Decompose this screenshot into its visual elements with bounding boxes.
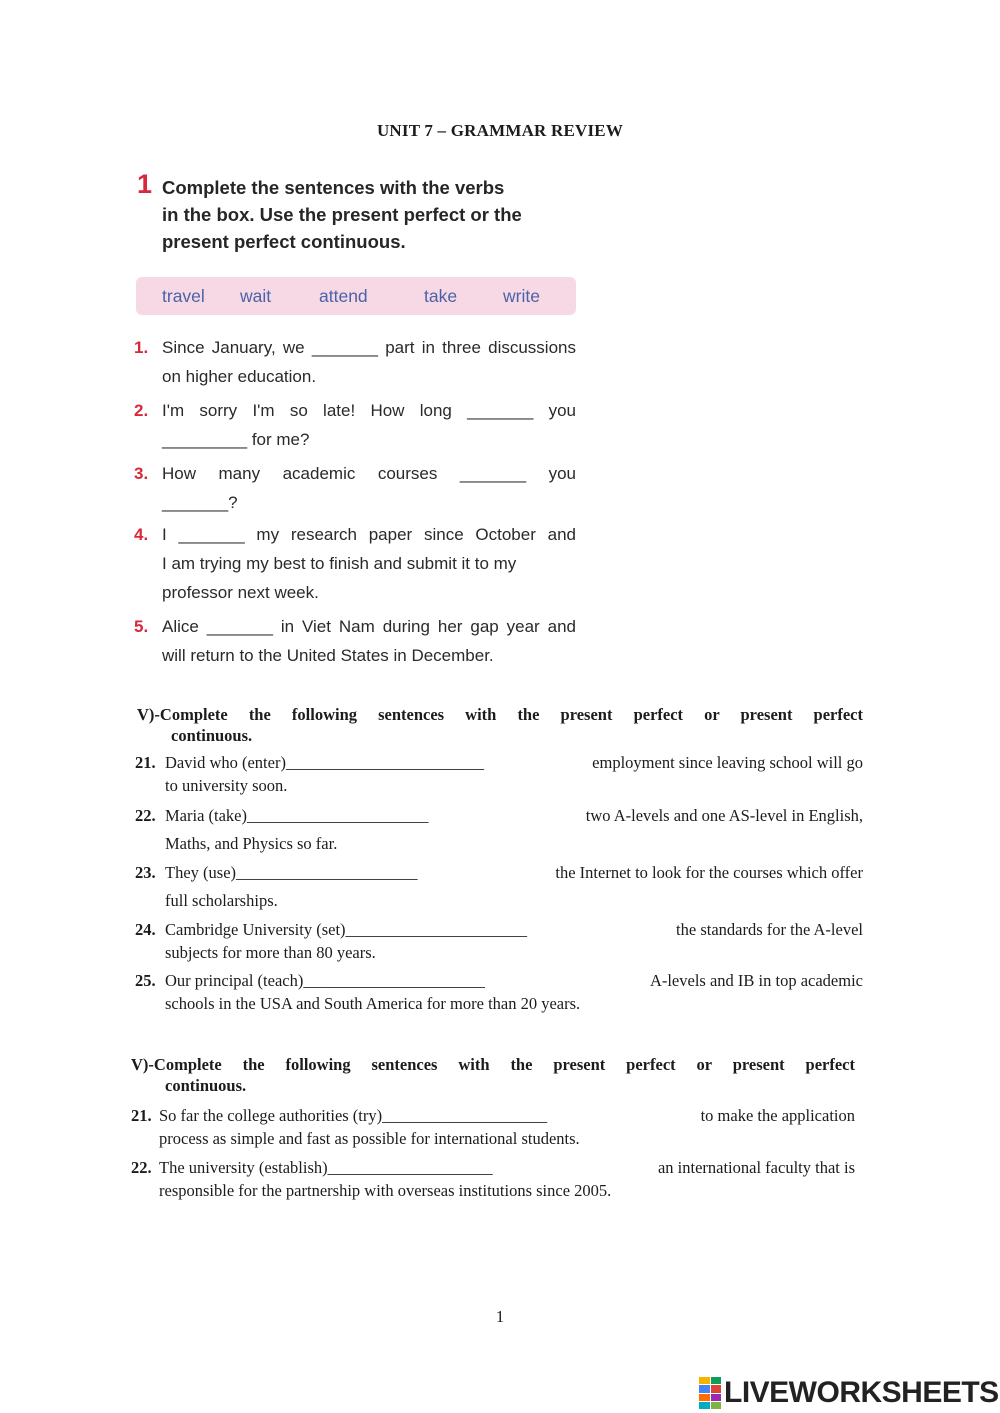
item-line: responsible for the partnership with overseas institutions since 2005. [159,1181,612,1200]
logo-square [699,1377,710,1384]
section-a-item [135,861,863,912]
section-b-item [131,1156,855,1202]
heading-line: continuous. [165,1076,247,1095]
item-text: Maria (take)______________________ [165,806,429,825]
item-line: Maths, and Physics so far. [165,834,338,853]
item-number: 4. [134,525,149,544]
exercise-1-item [134,612,576,670]
page-number: 1 [495,1307,505,1326]
item-text: The university (establish)____________________ [159,1158,493,1177]
section-b-heading [131,1054,855,1096]
verb-option: travel [162,286,205,306]
logo-square [711,1377,722,1384]
instruction-line: in the box. Use the present perfect or the [162,204,522,225]
section-a-item [135,804,863,855]
item-line: full scholarships. [165,891,278,910]
section-a-heading [137,704,863,746]
instruction-line: Complete the sentences with the verbs [162,177,505,198]
item-text: an international faculty that is [657,1158,855,1177]
item-number: 22. [135,806,156,825]
item-number: 3. [134,464,149,483]
verb-option: write [503,286,540,306]
logo-text: LIVEWORKSHEETS [724,1376,999,1409]
item-text: So far the college authorities (try)____________________ [159,1106,548,1125]
logo-mark-icon [699,1377,721,1409]
item-number: 21. [131,1106,152,1125]
logo-square [699,1402,710,1409]
logo-square [711,1394,722,1401]
item-number: 23. [135,863,156,882]
item-text: They (use)______________________ [165,863,418,882]
item-text: the standards for the A-level [676,920,863,939]
item-number: 1. [134,338,149,357]
item-number: 2. [134,401,149,420]
verb-option: take [424,286,458,306]
item-text: the Internet to look for the courses which offer [555,863,863,882]
verb-option: attend [319,286,368,306]
item-line: to university soon. [165,776,288,795]
item-line: will return to the United States in December. [162,646,494,665]
item-number: 22. [131,1158,152,1177]
logo-square [699,1385,710,1392]
item-number: 5. [134,617,149,636]
item-text: to make the application [700,1106,855,1125]
item-number: 25. [135,971,156,990]
item-line: schools in the USA and South America for more than 20 years. [165,994,581,1013]
item-text: A-levels and IB in top academic [649,971,863,990]
section-a-item [135,751,863,797]
verb-option: wait [240,286,272,306]
verb-box [136,277,576,315]
item-number: 21. [135,753,156,772]
item-line: I am trying my best to finish and submit it to my [162,554,517,573]
section-b-item [131,1104,855,1150]
logo-square [711,1402,722,1409]
item-line: professor next week. [162,583,319,602]
item-line: I'm sorry I'm so late! How long _______ you [162,401,576,420]
logo-square [711,1385,722,1392]
exercise-1-item [134,459,576,517]
item-text: Our principal (teach)______________________ [165,971,485,990]
section-a-item [135,918,863,964]
logo-square [699,1394,710,1401]
item-text: David who (enter)________________________ [165,753,484,772]
instruction-line: present perfect continuous. [162,231,406,252]
section-a-item [135,969,863,1015]
item-text: two A-levels and one AS-level in English, [585,806,863,825]
item-line: I _______ my research paper since October and [162,525,576,544]
item-line: _________ for me? [162,430,310,449]
exercise-1-item [134,333,576,391]
exercise-1-number: 1 [137,169,153,199]
item-line: How many academic courses _______ you [162,464,576,483]
item-text: Cambridge University (set)______________________ [165,920,528,939]
heading-line: V)-Complete the following sentences with the present perfect or present perfect [131,1055,855,1074]
liveworksheets-logo[interactable] [699,1376,999,1410]
item-line: process as simple and fast as possible for international students. [159,1129,580,1148]
item-number: 24. [135,920,156,939]
item-text: employment since leaving school will go [592,753,863,772]
page-title: UNIT 7 – GRAMMAR REVIEW [376,121,624,140]
exercise-1-instruction [162,174,582,255]
item-line: _______? [162,493,238,512]
exercise-1-item [134,396,576,454]
item-line: Alice _______ in Viet Nam during her gap year and [162,617,576,636]
item-line: Since January, we _______ part in three discussions [162,338,576,357]
exercise-1-item [134,520,576,607]
item-line: on higher education. [162,367,317,386]
item-line: subjects for more than 80 years. [165,943,376,962]
heading-line: continuous. [171,726,253,745]
heading-line: V)-Complete the following sentences with the present perfect or present perfect [137,705,863,724]
